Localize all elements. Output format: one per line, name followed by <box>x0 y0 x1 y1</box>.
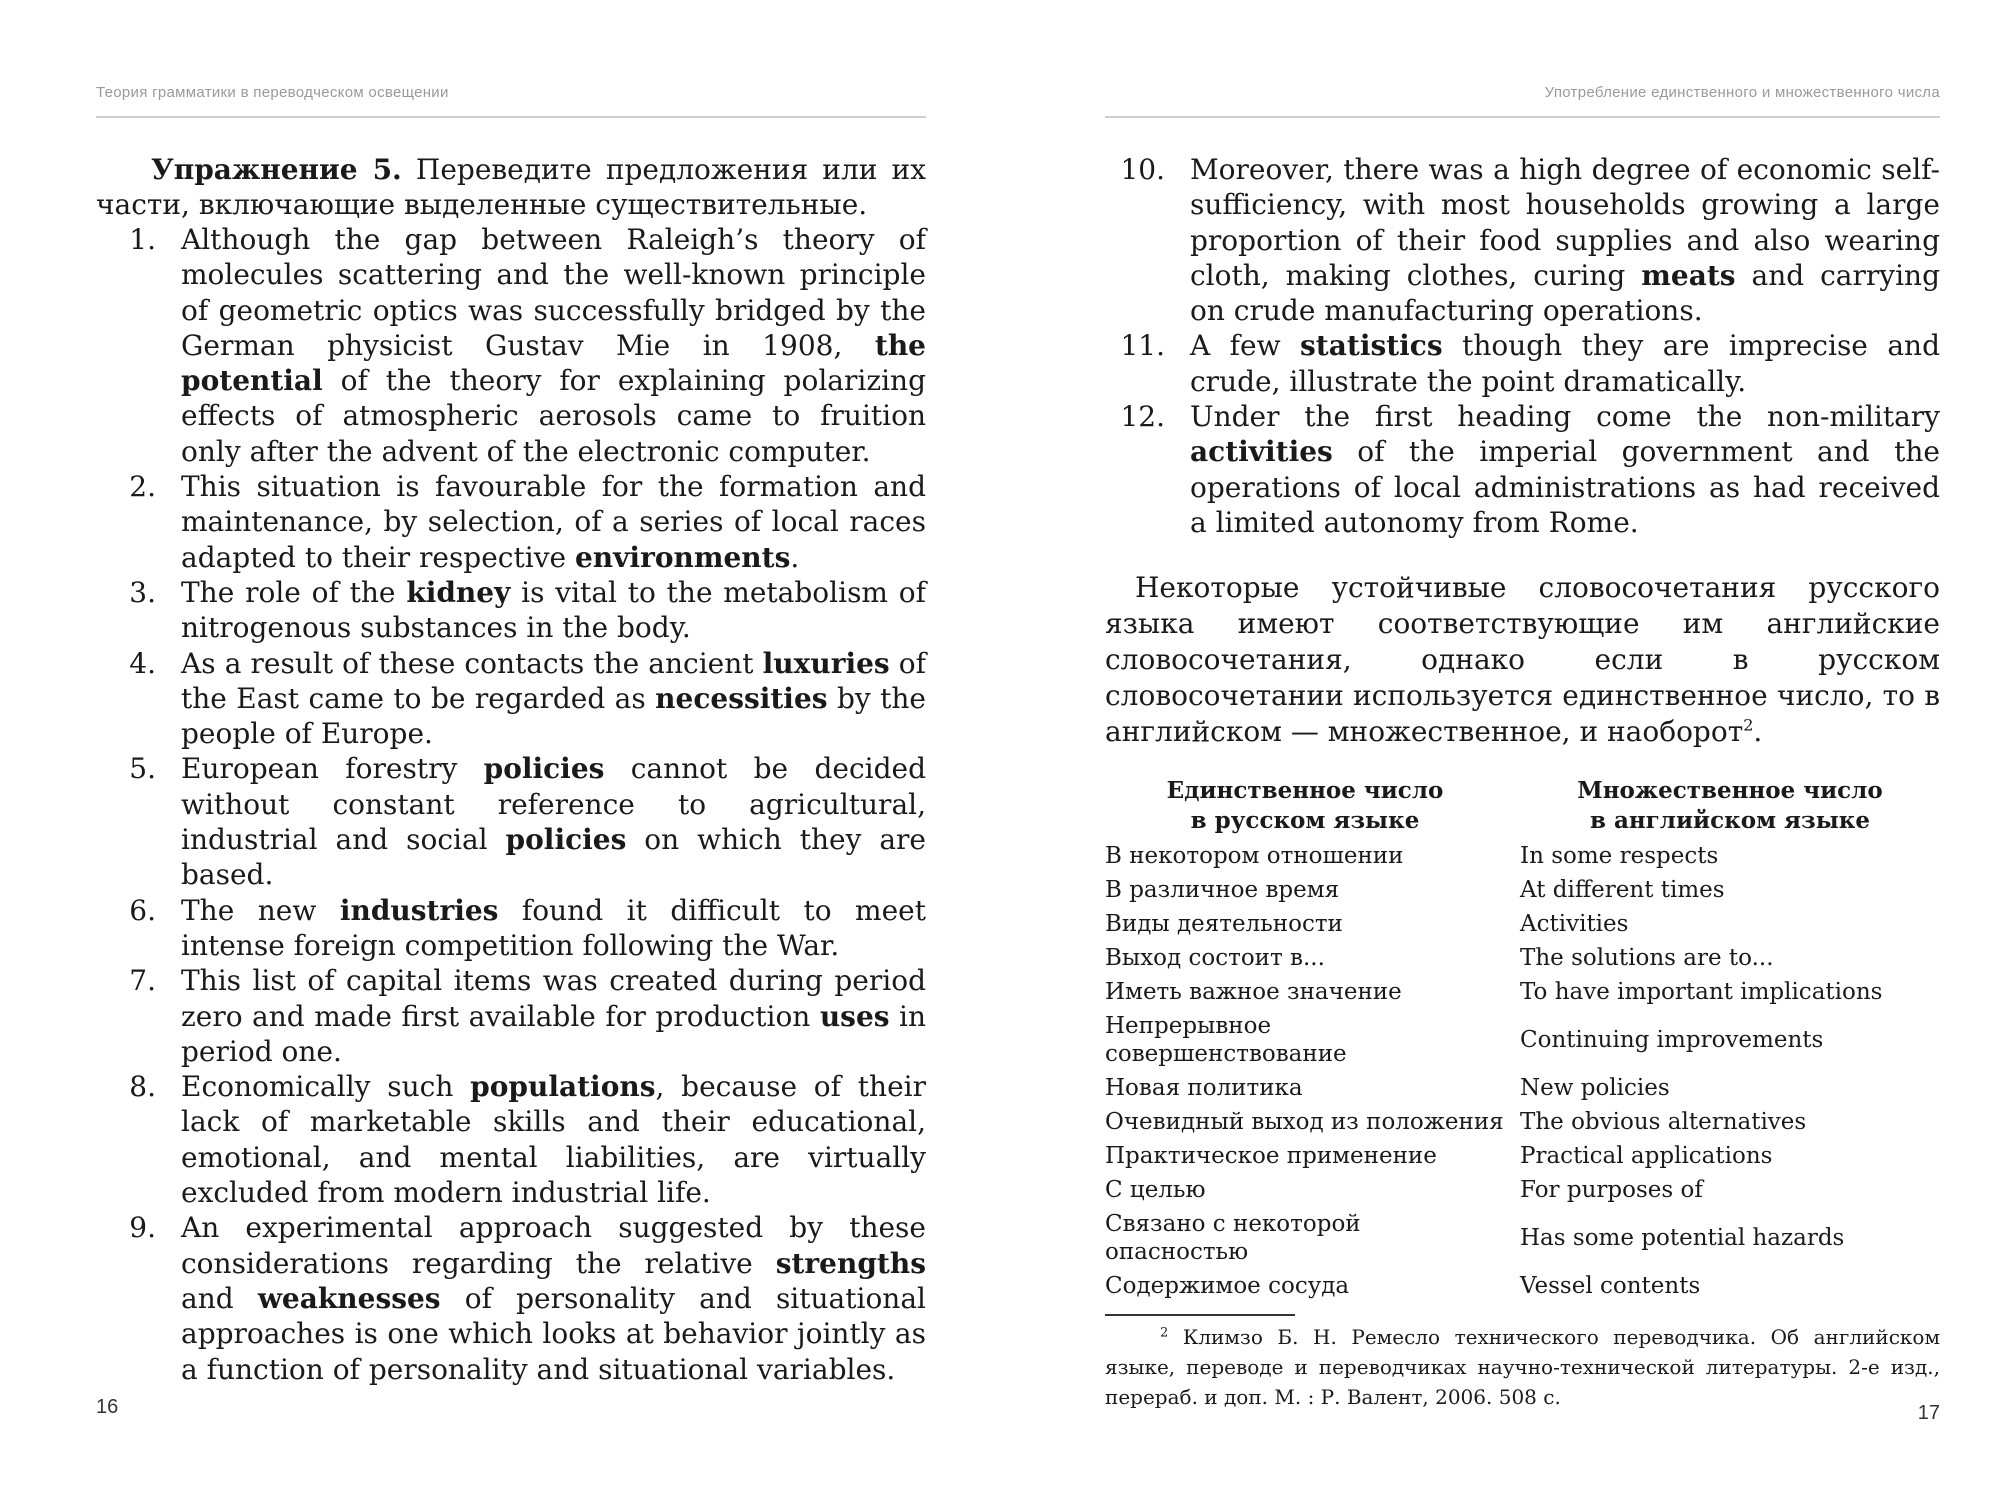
footnote-ref: 2 <box>1743 715 1754 735</box>
cell-english: Vessel contents <box>1520 1273 1701 1300</box>
sentence-fragment: . <box>790 540 800 574</box>
header-line: в русском языке <box>1190 807 1420 835</box>
sentence-fragment: and <box>181 1281 258 1315</box>
cell-russian: Очевидный выход из положения <box>1105 1109 1504 1136</box>
exercise-item-number: 4. <box>129 646 156 680</box>
sentence-fragment: The new <box>181 893 340 927</box>
phrase-table-header <box>1105 776 1940 836</box>
cell-russian: Иметь важное значение <box>1105 979 1402 1006</box>
cell-english: New policies <box>1520 1075 1670 1102</box>
cell-russian: Практическое применение <box>1105 1143 1437 1170</box>
sentence-fragment: An experimental approach suggested by these considerations regarding the relative <box>181 1211 926 1280</box>
sentence-fragment: Under the first heading come the non-military <box>1190 400 1940 434</box>
cell-russian: Связано с некоторой опасностью <box>1105 1211 1361 1266</box>
cell-russian: Виды деятельности <box>1105 911 1343 938</box>
sentence-fragment: is vital to the metabolism of nitrogenous substances in the body. <box>181 575 927 645</box>
page-number-left: 16 <box>96 1396 119 1418</box>
sentence-fragment: of the East came to be regarded as <box>181 646 927 715</box>
table-row <box>1105 978 1940 1006</box>
body-paragraph <box>1105 570 1940 750</box>
highlighted-noun: necessities <box>655 681 828 715</box>
sentence-fragment: and carrying on crude manufacturing operations. <box>1190 258 1940 328</box>
exercise-item-number: 7. <box>129 964 156 998</box>
footnote-text: Климзо Б. Н. Ремесло технического переводчика. Об английском языке, переводе и переводчиках научно-технической литературы. 2-е изд., перераб. и доп. М. : Р. Валент, 2006. 508 с. <box>1105 1325 1940 1410</box>
exercise-item <box>96 963 926 1069</box>
exercise-item-text <box>181 894 926 962</box>
cell-russian: Содержимое сосуда <box>1105 1273 1350 1300</box>
cell-english: Activities <box>1520 911 1629 938</box>
sentence-fragment: A few <box>1190 329 1301 363</box>
highlighted-noun: meats <box>1641 258 1736 292</box>
exercise-item-number: 12. <box>1120 400 1165 434</box>
cell-russian: Выход состоит в... <box>1105 945 1325 972</box>
phrase-table <box>1105 776 1940 1300</box>
exercise-item-number: 5. <box>129 752 156 786</box>
exercise-item-text <box>1190 153 1940 327</box>
cell-english: The obvious alternatives <box>1520 1109 1807 1136</box>
table-row <box>1105 842 1940 870</box>
footnote <box>1105 1322 1940 1412</box>
sentence-fragment: found it difficult to meet intense foreign competition following the War. <box>181 893 927 962</box>
highlighted-noun: the potential <box>181 328 926 398</box>
cell-russian: С целью <box>1105 1177 1206 1204</box>
sentence-fragment: , because of their lack of marketable skills and their educational, emotional, and mental liabilities, are virtually excluded from modern industrial life. <box>181 1070 926 1210</box>
cell-russian: В различное время <box>1105 877 1340 904</box>
exercise-instruction-text: Переведите предложения или их части, включающие выделенные существительные. <box>96 153 926 221</box>
cell-english: Continuing improvements <box>1520 1027 1824 1054</box>
exercise-item-number: 6. <box>129 893 156 927</box>
cell-russian: Новая политика <box>1105 1075 1303 1102</box>
phrase-table-body <box>1105 842 1940 1300</box>
sentence-fragment: of personality and situational approaches is one which looks at behavior jointly as a function of personality and situational variables. <box>181 1281 926 1386</box>
exercise-item-text <box>181 223 926 468</box>
table-row <box>1105 1074 1940 1102</box>
exercise-item-text <box>1190 329 1940 397</box>
body-paragraph-text: Некоторые устойчивые словосочетания русского языка имеют соответствующие им английские словосочетания, однако если в русском словосочетании используется единственное число, то в английском — множественное, и наоборот <box>1105 571 1940 749</box>
highlighted-noun: populations <box>470 1070 656 1104</box>
sentence-fragment: on which they are based. <box>181 823 926 892</box>
header-singular-russian <box>1105 776 1505 836</box>
table-row <box>1105 1108 1940 1136</box>
highlighted-noun: uses <box>819 999 890 1033</box>
table-row <box>1105 1272 1940 1300</box>
exercise-item-text <box>181 470 926 574</box>
exercise-item-text <box>181 1211 926 1385</box>
cell-english: In some respects <box>1520 843 1719 870</box>
sentence-fragment: in period one. <box>181 999 927 1068</box>
exercise-item <box>96 646 926 752</box>
table-row <box>1105 944 1940 972</box>
exercise-instruction <box>96 152 926 222</box>
highlighted-noun: activities <box>1190 435 1333 469</box>
exercise-item <box>1105 328 1940 399</box>
table-row <box>1105 876 1940 904</box>
footnote-rule <box>1105 1314 1295 1316</box>
sentence-fragment: of the theory for explaining polarizing effects of atmospheric aerosols came to fruition only after the advent of the electronic computer. <box>181 364 926 468</box>
cell-english: For purposes of <box>1520 1177 1703 1204</box>
highlighted-noun: policies <box>505 823 627 857</box>
footnote-number: 2 <box>1160 1325 1169 1341</box>
sentence-fragment: European forestry <box>181 752 484 786</box>
header-rule-right <box>1105 116 1940 118</box>
highlighted-noun: strengths <box>775 1246 926 1280</box>
table-row <box>1105 1142 1940 1170</box>
exercise-item <box>96 575 926 646</box>
exercise-list-right <box>1105 152 1940 540</box>
exercise-item <box>1105 399 1940 540</box>
exercise-item-number: 9. <box>129 1211 156 1245</box>
sentence-fragment: of the imperial government and the operations of local administrations as had received a limited autonomy from Rome. <box>1190 435 1940 539</box>
exercise-item-number: 8. <box>129 1070 156 1104</box>
header-line: Единственное число <box>1166 777 1444 805</box>
exercise-item-number: 10. <box>1120 153 1165 186</box>
cell-russian: В некотором отношении <box>1105 843 1404 870</box>
exercise-item <box>96 751 926 892</box>
running-head-left: Теория грамматики в переводческом освещении <box>96 84 449 101</box>
header-plural-english <box>1520 776 1940 836</box>
cell-english: Has some potential hazards <box>1520 1225 1845 1252</box>
exercise-item-text <box>181 964 926 1068</box>
running-head-right: Употребление единственного и множественного числа <box>1544 84 1940 101</box>
table-row <box>1105 1012 1940 1068</box>
exercise-list-left <box>96 222 926 1387</box>
sentence-fragment: Moreover, there was a high degree of economic self-sufficiency, with most households growing a large proportion of their food supplies and also wearing cloth, making clothes, curing <box>1190 153 1940 292</box>
table-row <box>1105 1210 1940 1266</box>
sentence-fragment: This situation is favourable for the formation and maintenance, by selection, of a series of local races adapted to their respective <box>181 470 926 574</box>
cell-english: At different times <box>1520 877 1725 904</box>
exercise-item-number: 11. <box>1120 329 1165 363</box>
cell-russian: Непрерывное совершенствование <box>1105 1013 1347 1068</box>
cell-english: To have important implications <box>1520 979 1883 1006</box>
header-line: Множественное число <box>1577 777 1883 805</box>
left-page-content <box>96 152 926 1387</box>
right-page <box>1000 0 2000 1502</box>
page-number-right: 17 <box>1917 1402 1940 1424</box>
exercise-item-text <box>181 576 926 644</box>
table-row <box>1105 910 1940 938</box>
exercise-item <box>1105 152 1940 328</box>
sentence-fragment: though they are imprecise and crude, illustrate the point dramatically. <box>1190 329 1940 398</box>
body-paragraph-end: . <box>1753 715 1763 749</box>
sentence-fragment: As a result of these contacts the ancient <box>181 646 763 680</box>
exercise-item-number: 2. <box>129 470 156 504</box>
cell-english: Practical applications <box>1520 1143 1773 1170</box>
highlighted-noun: industries <box>339 893 499 927</box>
cell-english: The solutions are to... <box>1520 945 1774 972</box>
exercise-label: Упражнение 5. <box>151 153 402 186</box>
exercise-item-text <box>181 752 926 891</box>
highlighted-noun: statistics <box>1300 329 1443 363</box>
exercise-item <box>96 469 926 575</box>
exercise-item <box>96 1069 926 1210</box>
table-row <box>1105 1176 1940 1204</box>
header-rule-left <box>96 116 926 118</box>
highlighted-noun: kidney <box>406 575 511 609</box>
highlighted-noun: environments <box>574 540 791 574</box>
exercise-item-number: 1. <box>129 223 156 256</box>
exercise-item <box>96 222 926 469</box>
highlighted-noun: weaknesses <box>257 1281 441 1315</box>
highlighted-noun: luxuries <box>762 646 890 680</box>
sentence-fragment: by the people of Europe. <box>181 681 926 751</box>
sentence-fragment: cannot be decided without constant reference to agricultural, industrial and social <box>181 752 926 857</box>
sentence-fragment: Economically such <box>181 1070 471 1104</box>
header-line: в английском языке <box>1589 807 1871 835</box>
exercise-item-text <box>181 1070 926 1209</box>
exercise-item-text <box>1190 400 1940 539</box>
sentence-fragment: This list of capital items was created during period zero and made first available for production <box>181 964 926 1033</box>
sentence-fragment: The role of the <box>181 575 407 609</box>
right-page-content <box>1105 152 1940 1412</box>
exercise-item <box>96 1210 926 1386</box>
exercise-item-number: 3. <box>129 575 156 609</box>
exercise-item-text <box>181 647 926 751</box>
sentence-fragment: Although the gap between Raleigh’s theory of molecules scattering and the well-known principle of geometric optics was successfully bridged by the German physicist Gustav Mie in 1908, <box>181 223 926 362</box>
highlighted-noun: policies <box>483 752 605 786</box>
exercise-item <box>96 893 926 964</box>
